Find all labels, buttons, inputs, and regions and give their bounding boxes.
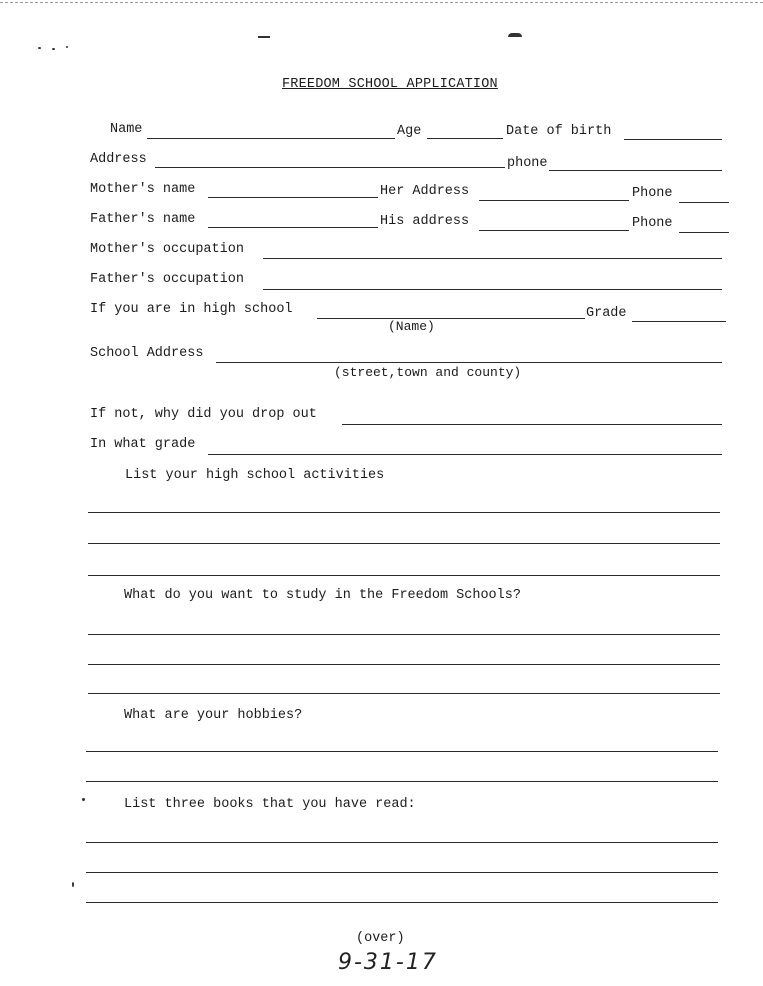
her-address-field[interactable] bbox=[479, 200, 629, 201]
hobbies-line[interactable] bbox=[86, 781, 718, 782]
form-title: FREEDOM SCHOOL APPLICATION bbox=[282, 77, 498, 92]
father-phone-field[interactable] bbox=[679, 232, 729, 233]
father-occupation-field[interactable] bbox=[263, 289, 722, 290]
grade-label: Grade bbox=[586, 306, 627, 321]
scan-speck bbox=[52, 48, 55, 50]
grade-field[interactable] bbox=[632, 321, 726, 322]
address-field[interactable] bbox=[155, 167, 505, 168]
her-address-label: Her Address bbox=[380, 184, 470, 199]
study-line[interactable] bbox=[88, 693, 720, 694]
father-occupation-label: Father's occupation bbox=[90, 272, 244, 287]
mother-name-label: Mother's name bbox=[90, 182, 196, 197]
phone-field[interactable] bbox=[549, 170, 722, 171]
age-label: Age bbox=[397, 124, 422, 139]
hobbies-question: What are your hobbies? bbox=[124, 708, 303, 723]
drop-out-field[interactable] bbox=[342, 424, 722, 425]
hobbies-line[interactable] bbox=[86, 751, 718, 752]
drop-out-label: If not, why did you drop out bbox=[90, 407, 317, 422]
name-label: Name bbox=[110, 122, 143, 137]
address-label: Address bbox=[90, 152, 147, 167]
in-what-grade-field[interactable] bbox=[208, 454, 722, 455]
mother-phone-field[interactable] bbox=[679, 202, 729, 203]
activities-line[interactable] bbox=[88, 512, 720, 513]
age-field[interactable] bbox=[427, 138, 503, 139]
name-field[interactable] bbox=[147, 138, 395, 139]
study-question: What do you want to study in the Freedom Schools? bbox=[124, 588, 521, 603]
activities-question: List your high school activities bbox=[125, 468, 385, 483]
school-name-note: (Name) bbox=[388, 319, 435, 334]
books-question: List three books that you have read: bbox=[124, 797, 416, 812]
over-note: (over) bbox=[356, 931, 405, 946]
mother-phone-label: Phone bbox=[632, 186, 673, 201]
high-school-label: If you are in high school bbox=[90, 302, 293, 317]
books-line[interactable] bbox=[86, 902, 718, 903]
school-address-field[interactable] bbox=[216, 362, 722, 363]
scan-speck bbox=[72, 882, 74, 887]
father-phone-label: Phone bbox=[632, 216, 673, 231]
school-address-label: School Address bbox=[90, 346, 204, 361]
his-address-field[interactable] bbox=[479, 230, 629, 231]
dob-label: Date of birth bbox=[506, 124, 612, 139]
scan-speck bbox=[38, 47, 41, 49]
mother-name-field[interactable] bbox=[208, 197, 378, 198]
father-name-field[interactable] bbox=[208, 227, 378, 228]
mother-occupation-field[interactable] bbox=[263, 258, 722, 259]
handwritten-code: 9-31-17 bbox=[338, 950, 438, 975]
activities-line[interactable] bbox=[88, 543, 720, 544]
scan-speck bbox=[258, 36, 270, 38]
high-school-field[interactable] bbox=[317, 318, 585, 319]
study-line[interactable] bbox=[88, 634, 720, 635]
father-name-label: Father's name bbox=[90, 212, 196, 227]
dob-field[interactable] bbox=[624, 139, 722, 140]
phone-label: phone bbox=[507, 156, 548, 171]
books-line[interactable] bbox=[86, 872, 718, 873]
scan-speck bbox=[508, 33, 522, 37]
his-address-label: His address bbox=[380, 214, 470, 229]
activities-line[interactable] bbox=[88, 575, 720, 576]
street-town-county-note: (street,town and county) bbox=[334, 365, 522, 380]
scan-speck bbox=[82, 798, 85, 801]
in-what-grade-label: In what grade bbox=[90, 437, 196, 452]
scan-speck bbox=[66, 46, 68, 48]
mother-occupation-label: Mother's occupation bbox=[90, 242, 244, 257]
study-line[interactable] bbox=[88, 664, 720, 665]
page-edge-dotted-line bbox=[0, 2, 763, 3]
books-line[interactable] bbox=[86, 842, 718, 843]
